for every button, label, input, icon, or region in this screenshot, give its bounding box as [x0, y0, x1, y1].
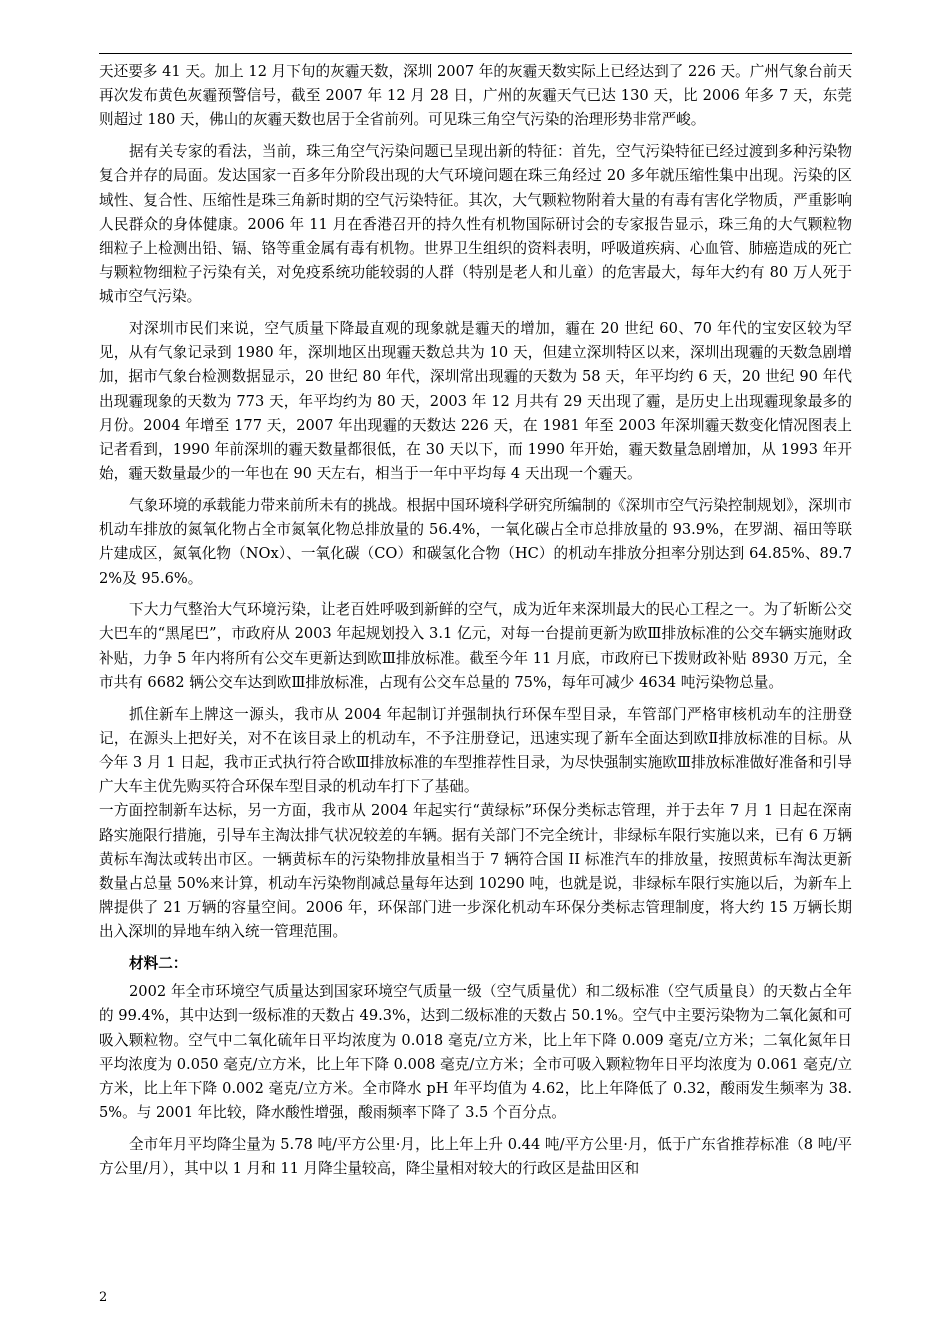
- paragraph-air-quality-2002: 2002 年全市环境空气质量达到国家环境空气质量一级（空气质量优）和二级标准（空气质量良）的天数占全年的 99.4%，其中达到一级标准的天数占 49.3%，达到二级标准的天数占 50.1%。空气中主要污染物为二氧化氮和可吸入颗粒物。空气中二氧化硫年日平均浓度为 0.018 毫克/立方米，比上年下降 0.009 毫克/立方米；二氧化氮年日平均浓度为 0.050 毫克/立方米，比上年下降 0.008 毫克/立方米；全市可吸入颗粒物年日平均浓度为 0.061 毫克/立方米，比上年下降 0.002 毫克/立方米。全市降水 pH 年平均值为 4.62，比上年降低了 0.32，酸雨发生频率为 38.5%。与 2001 年比较，降水酸性增强，酸雨频率下降了 3.5 个百分点。: [99, 983, 852, 1122]
- document-body: [99, 60, 852, 1189]
- paragraph-expert-view: 据有关专家的看法，当前，珠三角空气污染问题已呈现出新的特征：首先，空气污染特征已经过渡到多种污染物复合并存的局面。发达国家一百多年分阶段出现的大气环境问题在珠三角经过 20 多年就压缩性集中出现。污染的区域性、复合性、压缩性是珠三角新时期的空气污染特征。其次，大气颗粒物附着大量的有毒有害化学物质，严重影响人民群众的身体健康。2006 年 11 月在香港召开的持久性有机物国际研讨会的专家报告显示，珠三角的大气颗粒物细粒子上检测出铅、镉、铬等重金属有毒有机物。世界卫生组织的资料表明，呼吸道疾病、心血管、肺癌造成的死亡与颗粒物细粒子污染有关，对免疫系统功能较弱的人群（特别是老人和儿童）的危害最大，每年大约有 80 万人死于城市空气污染。: [99, 143, 852, 306]
- page-number: 2: [99, 1290, 108, 1305]
- header-rule: [99, 53, 852, 54]
- paragraph-dustfall: 全市年月平均降尘量为 5.78 吨/平方公里·月，比上年上升 0.44 吨/平方公里·月，低于广东省推荐标准（8 吨/平方公里/月），其中以 1 月和 11 月降尘量较高，降尘量相对较大的行政区是盐田区和: [99, 1135, 852, 1178]
- paragraph-shenzhen-haze-history: 对深圳市民们来说，空气质量下降最直观的现象就是霾天的增加，霾在 20 世纪 60、70 年代的宝安区较为罕见，从有气象记录到 1980 年，深圳地区出现霾天数总共为 10 天，但建立深圳特区以来，深圳出现霾的天数急剧增加，据市气象台检测数据显示，20 世纪 80 年代，深圳常出现霾的天数为 58 天，年平均约 6 天，20 世纪 90 年代出现霾现象的天数为 773 天，年平均约为 80 天，2003 年 12 月共有 29 天出现了霾，是历史上出现霾现象最多的月份。2004 年增至 177 天，2007 年出现霾的天数达 226 天，在 1981 年至 2003 年深圳霾天数变化情况图表上记者看到，1990 年前深圳的霾天数量都很低，在 30 天以下，而 1990 年开始，霾天数量急剧增加，从 1993 年开始，霾天数量最少的一年也在 90 天左右，相当于一年中平均每 4 天出现一个霾天。: [99, 320, 852, 483]
- paragraph-new-vehicle-registration: 抓住新车上牌这一源头，我市从 2004 年起制订并强制执行环保车型目录，车管部门严格审核机动车的注册登记，在源头上把好关，对不在该目录上的机动车，不予注册登记，迅速实现了新车全面达到欧Ⅱ排放标准的目标。从今年 3 月 1 日起，我市正式执行符合欧Ⅲ排放标准的车型推荐性目录，为尽快强制实施欧Ⅲ排放标准做好准备和引导广大车主优先购买符合环保车型目录的机动车打下了基础。: [99, 705, 852, 796]
- paragraph-bus-subsidy: 下大力气整治大气环境污染，让老百姓呼吸到新鲜的空气，成为近年来深圳最大的民心工程之一。为了斩断公交大巴车的“黑尾巴”，市政府从 2003 年起规划投入 3.1 亿元，对每一台提前更新为欧Ⅲ排放标准的公交车辆实施财政补贴，力争 5 年内将所有公交车更新达到欧Ⅲ排放标准。截至今年 11 月底，市政府已下拨财政补贴 8930 万元，全市共有 6682 辆公交车达到欧Ⅲ排放标准，占现有公交车总量的 75%，每年可减少 4634 吨污染物总量。: [99, 601, 852, 691]
- paragraph-haze-days-continued: 天还要多 41 天。加上 12 月下旬的灰霾天数，深圳 2007 年的灰霾天数实际上已经达到了 226 天。广州气象台前天再次发布黄色灰霾预警信号，截至 2007 年 12 月 28 日，广州的灰霾天气已达 130 天，比 2006 年多 7 天，东莞则超过 180 天，佛山的灰霾天数也居于全省前列。可见珠三角空气污染的治理形势非常严峻。: [99, 63, 852, 129]
- paragraph-yellow-green-label: 一方面控制新车达标，另一方面，我市从 2004 年起实行“黄绿标”环保分类标志管理，并于去年 7 月 1 日起在深南路实施限行措施，引导车主淘汰排气状况较差的车辆。据有关部门不完全统计，非绿标车限行实施以来，已有 6 万辆黄标车淘汰或转出市区。一辆黄标车的污染物排放量相当于 7 辆符合国 II 标准汽车的排放量，按照黄标车淘汰更新数量占总量 50%来计算，机动车污染物削减总量每年达到 10290 吨，也就是说，非绿标车限行实施以后，为新车上牌提供了 21 万辆的容量空间。2006 年，环保部门进一步深化机动车环保分类标志管理制度，将大约 15 万辆长期出入深圳的异地车纳入统一管理范围。: [99, 802, 852, 941]
- paragraph-vehicle-emissions: 气象环境的承载能力带来前所未有的挑战。根据中国环境科学研究所编制的《深圳市空气污染控制规划》，深圳市机动车排放的氮氧化物占全市氮氧化物总排放量的 56.4%，一氧化碳占全市总排放量的 93.9%，在罗湖、福田等联片建成区，氮氧化物（NOx）、一氧化碳（CO）和碳氢化合物（HC）的机动车排放分担率分别达到 64.85%、89.72%及 95.6%。: [99, 496, 852, 587]
- section-heading-material-two: 材料二：: [129, 955, 188, 973]
